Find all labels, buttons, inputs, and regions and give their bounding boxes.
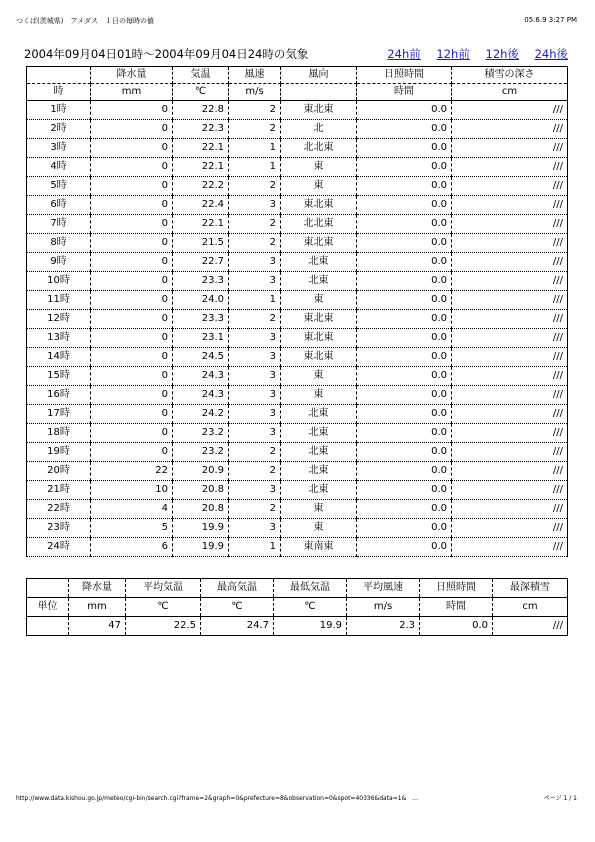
nav-24h-before-link[interactable]: 24h前 bbox=[387, 47, 421, 61]
page-title: 2004年09月04日01時〜2004年09月04日24時の気象 bbox=[24, 47, 309, 61]
data-cell: 東南東 bbox=[281, 538, 357, 557]
hour-cell: 23時 bbox=[27, 519, 91, 538]
header-cell: 単位 bbox=[27, 598, 69, 617]
data-cell: 23.2 bbox=[173, 443, 229, 462]
data-cell: /// bbox=[452, 443, 568, 462]
table-row bbox=[27, 519, 568, 538]
data-cell: 0 bbox=[91, 329, 173, 348]
data-cell: 0.0 bbox=[357, 538, 452, 557]
header-cell: 最低気温 bbox=[274, 579, 347, 598]
data-cell: 2 bbox=[229, 310, 281, 329]
data-cell: 2 bbox=[229, 215, 281, 234]
nav-24h-after-link[interactable]: 24h後 bbox=[534, 47, 568, 61]
table-row bbox=[27, 443, 568, 462]
data-cell: 0.0 bbox=[357, 272, 452, 291]
data-cell: 0.0 bbox=[357, 405, 452, 424]
data-cell: /// bbox=[452, 462, 568, 481]
data-cell: 北東 bbox=[281, 424, 357, 443]
data-cell: 24.2 bbox=[173, 405, 229, 424]
data-cell: 0.0 bbox=[357, 215, 452, 234]
header-cell: ℃ bbox=[201, 598, 274, 617]
data-cell: 2 bbox=[229, 500, 281, 519]
data-cell: 0 bbox=[91, 310, 173, 329]
data-cell: /// bbox=[452, 424, 568, 443]
table-row bbox=[27, 101, 568, 120]
data-cell: 0.0 bbox=[357, 120, 452, 139]
data-cell: /// bbox=[452, 386, 568, 405]
data-cell: 0 bbox=[91, 215, 173, 234]
data-cell: 東 bbox=[281, 386, 357, 405]
data-cell: 0.0 bbox=[357, 481, 452, 500]
table-row bbox=[27, 462, 568, 481]
header-cell bbox=[27, 67, 91, 84]
header-cell: 最深積雪 bbox=[493, 579, 568, 598]
data-cell: /// bbox=[452, 329, 568, 348]
header-cell: 日照時間 bbox=[357, 67, 452, 84]
table-row bbox=[27, 291, 568, 310]
data-cell: 0.0 bbox=[357, 443, 452, 462]
data-cell: /// bbox=[452, 500, 568, 519]
table-row bbox=[27, 329, 568, 348]
header-cell: cm bbox=[452, 84, 568, 101]
table-row bbox=[27, 310, 568, 329]
hour-cell: 10時 bbox=[27, 272, 91, 291]
data-cell: 10 bbox=[91, 481, 173, 500]
hour-cell: 3時 bbox=[27, 139, 91, 158]
data-cell: 東北東 bbox=[281, 310, 357, 329]
data-cell: 2 bbox=[229, 443, 281, 462]
data-cell: /// bbox=[452, 158, 568, 177]
header-cell: 積雪の深さ bbox=[452, 67, 568, 84]
table-row bbox=[27, 386, 568, 405]
data-cell: 東北東 bbox=[281, 234, 357, 253]
table-row bbox=[27, 120, 568, 139]
print-footer-url: http://www.data.kishou.go.jp/meteo/cgi-bin/search.cgi?frame=2&graph=0&prefecture=8&observation=0&spot=40336&data=1& ... bbox=[16, 795, 418, 802]
print-header-title: つくば(茨城県) アメダス １日の毎時の値 bbox=[16, 17, 155, 25]
hour-cell: 16時 bbox=[27, 386, 91, 405]
hourly-table bbox=[26, 66, 568, 557]
data-cell: 23.3 bbox=[173, 310, 229, 329]
table-header-row-top bbox=[27, 67, 568, 84]
table-row bbox=[27, 234, 568, 253]
header-cell bbox=[281, 84, 357, 101]
summary-cell bbox=[27, 617, 69, 636]
data-cell: 0.0 bbox=[357, 177, 452, 196]
data-cell: 3 bbox=[229, 253, 281, 272]
header-cell: mm bbox=[91, 84, 173, 101]
data-cell: 22.1 bbox=[173, 158, 229, 177]
data-cell: 東北東 bbox=[281, 348, 357, 367]
summary-cell: 22.5 bbox=[126, 617, 201, 636]
table-row bbox=[27, 367, 568, 386]
data-cell: /// bbox=[452, 120, 568, 139]
data-cell: 東北東 bbox=[281, 101, 357, 120]
data-cell: 0.0 bbox=[357, 310, 452, 329]
data-cell: /// bbox=[452, 519, 568, 538]
data-cell: 0 bbox=[91, 234, 173, 253]
table-row bbox=[27, 272, 568, 291]
hour-cell: 2時 bbox=[27, 120, 91, 139]
data-cell: 北東 bbox=[281, 462, 357, 481]
data-cell: 5 bbox=[91, 519, 173, 538]
data-cell: 0.0 bbox=[357, 367, 452, 386]
summary-cell: 19.9 bbox=[274, 617, 347, 636]
data-cell: 3 bbox=[229, 329, 281, 348]
data-cell: 東 bbox=[281, 519, 357, 538]
data-cell: 1 bbox=[229, 139, 281, 158]
table-row bbox=[27, 215, 568, 234]
table-row bbox=[27, 139, 568, 158]
data-cell: 22 bbox=[91, 462, 173, 481]
header-cell: mm bbox=[69, 598, 126, 617]
summary-table bbox=[26, 578, 568, 636]
hour-cell: 24時 bbox=[27, 538, 91, 557]
data-cell: 北東 bbox=[281, 272, 357, 291]
data-cell: 3 bbox=[229, 196, 281, 215]
data-cell: /// bbox=[452, 367, 568, 386]
data-cell: 北東 bbox=[281, 481, 357, 500]
data-cell: 東 bbox=[281, 291, 357, 310]
data-cell: 東 bbox=[281, 367, 357, 386]
data-cell: 東 bbox=[281, 158, 357, 177]
hour-cell: 1時 bbox=[27, 101, 91, 120]
header-cell bbox=[27, 579, 69, 598]
hour-cell: 15時 bbox=[27, 367, 91, 386]
data-cell: 22.8 bbox=[173, 101, 229, 120]
table-row bbox=[27, 538, 568, 557]
data-cell: 0.0 bbox=[357, 291, 452, 310]
data-cell: 24.0 bbox=[173, 291, 229, 310]
data-cell: 22.4 bbox=[173, 196, 229, 215]
data-cell: 0 bbox=[91, 348, 173, 367]
data-cell: 22.1 bbox=[173, 139, 229, 158]
data-cell: 23.1 bbox=[173, 329, 229, 348]
data-cell: 0 bbox=[91, 367, 173, 386]
data-cell: /// bbox=[452, 291, 568, 310]
header-cell: ℃ bbox=[126, 598, 201, 617]
data-cell: 0 bbox=[91, 101, 173, 120]
summary-cell: 47 bbox=[69, 617, 126, 636]
data-cell: 19.9 bbox=[173, 519, 229, 538]
data-cell: /// bbox=[452, 481, 568, 500]
data-cell: 2 bbox=[229, 177, 281, 196]
summary-cell: 24.7 bbox=[201, 617, 274, 636]
hour-cell: 4時 bbox=[27, 158, 91, 177]
data-cell: 0.0 bbox=[357, 500, 452, 519]
data-cell: 2 bbox=[229, 234, 281, 253]
data-cell: 21.5 bbox=[173, 234, 229, 253]
data-cell: /// bbox=[452, 196, 568, 215]
data-cell: 北北東 bbox=[281, 139, 357, 158]
summary-cell: 0.0 bbox=[420, 617, 493, 636]
header-cell: 最高気温 bbox=[201, 579, 274, 598]
hour-cell: 8時 bbox=[27, 234, 91, 253]
data-cell: 0 bbox=[91, 139, 173, 158]
data-cell: 0.0 bbox=[357, 158, 452, 177]
hour-cell: 22時 bbox=[27, 500, 91, 519]
table-header-row-units bbox=[27, 84, 568, 101]
hour-cell: 21時 bbox=[27, 481, 91, 500]
data-cell: /// bbox=[452, 139, 568, 158]
table-row bbox=[27, 177, 568, 196]
header-cell: 降水量 bbox=[69, 579, 126, 598]
hour-cell: 5時 bbox=[27, 177, 91, 196]
header-cell: m/s bbox=[229, 84, 281, 101]
header-cell: 風向 bbox=[281, 67, 357, 84]
data-cell: /// bbox=[452, 253, 568, 272]
hour-cell: 6時 bbox=[27, 196, 91, 215]
data-cell: 20.8 bbox=[173, 481, 229, 500]
data-cell: 東 bbox=[281, 177, 357, 196]
data-cell: 0 bbox=[91, 253, 173, 272]
header-cell: 時間 bbox=[420, 598, 493, 617]
data-cell: 24.5 bbox=[173, 348, 229, 367]
hour-cell: 18時 bbox=[27, 424, 91, 443]
header-cell: cm bbox=[493, 598, 568, 617]
header-cell: ℃ bbox=[274, 598, 347, 617]
header-cell: 時間 bbox=[357, 84, 452, 101]
data-cell: 0 bbox=[91, 177, 173, 196]
data-cell: 1 bbox=[229, 158, 281, 177]
hour-cell: 14時 bbox=[27, 348, 91, 367]
data-cell: 3 bbox=[229, 272, 281, 291]
nav-12h-after-link[interactable]: 12h後 bbox=[485, 47, 519, 61]
data-cell: 0 bbox=[91, 405, 173, 424]
hour-cell: 11時 bbox=[27, 291, 91, 310]
header-cell: 風速 bbox=[229, 67, 281, 84]
summary-header-row-units bbox=[27, 598, 568, 617]
data-cell: 3 bbox=[229, 386, 281, 405]
data-cell: 東 bbox=[281, 500, 357, 519]
data-cell: /// bbox=[452, 215, 568, 234]
data-cell: 0.0 bbox=[357, 101, 452, 120]
data-cell: 東北東 bbox=[281, 329, 357, 348]
header-cell: 降水量 bbox=[91, 67, 173, 84]
data-cell: 19.9 bbox=[173, 538, 229, 557]
summary-header-row-top bbox=[27, 579, 568, 598]
data-cell: 0 bbox=[91, 291, 173, 310]
data-cell: 22.3 bbox=[173, 120, 229, 139]
data-cell: 北東 bbox=[281, 253, 357, 272]
header-cell: 時 bbox=[27, 84, 91, 101]
data-cell: 3 bbox=[229, 481, 281, 500]
data-cell: /// bbox=[452, 272, 568, 291]
data-cell: 2 bbox=[229, 101, 281, 120]
data-cell: 20.8 bbox=[173, 500, 229, 519]
data-cell: 3 bbox=[229, 348, 281, 367]
data-cell: 24.3 bbox=[173, 386, 229, 405]
nav-12h-before-link[interactable]: 12h前 bbox=[436, 47, 470, 61]
data-cell: /// bbox=[452, 310, 568, 329]
hourly-table-body bbox=[27, 101, 568, 557]
summary-cell: /// bbox=[493, 617, 568, 636]
data-cell: 0.0 bbox=[357, 329, 452, 348]
header-cell: 平均風速 bbox=[347, 579, 420, 598]
data-cell: 0 bbox=[91, 386, 173, 405]
table-row bbox=[27, 424, 568, 443]
data-cell: 3 bbox=[229, 367, 281, 386]
data-cell: 0.0 bbox=[357, 386, 452, 405]
table-row bbox=[27, 481, 568, 500]
table-row bbox=[27, 348, 568, 367]
data-cell: 4 bbox=[91, 500, 173, 519]
data-cell: 23.3 bbox=[173, 272, 229, 291]
data-cell: 0 bbox=[91, 443, 173, 462]
header-cell: ℃ bbox=[173, 84, 229, 101]
data-cell: 0.0 bbox=[357, 519, 452, 538]
data-cell: 24.3 bbox=[173, 367, 229, 386]
data-cell: /// bbox=[452, 177, 568, 196]
data-cell: 東北東 bbox=[281, 196, 357, 215]
data-cell: /// bbox=[452, 101, 568, 120]
data-cell: 0.0 bbox=[357, 234, 452, 253]
hour-cell: 20時 bbox=[27, 462, 91, 481]
hour-cell: 7時 bbox=[27, 215, 91, 234]
data-cell: 0.0 bbox=[357, 253, 452, 272]
hour-cell: 19時 bbox=[27, 443, 91, 462]
hour-cell: 13時 bbox=[27, 329, 91, 348]
summary-values-row bbox=[27, 617, 568, 636]
data-cell: /// bbox=[452, 234, 568, 253]
print-footer-page: ページ 1 / 1 bbox=[543, 795, 577, 802]
hour-cell: 9時 bbox=[27, 253, 91, 272]
data-cell: 0.0 bbox=[357, 139, 452, 158]
hour-cell: 17時 bbox=[27, 405, 91, 424]
data-cell: 22.1 bbox=[173, 215, 229, 234]
data-cell: 2 bbox=[229, 462, 281, 481]
data-cell: 20.9 bbox=[173, 462, 229, 481]
data-cell: 0.0 bbox=[357, 348, 452, 367]
header-cell: 平均気温 bbox=[126, 579, 201, 598]
data-cell: 0.0 bbox=[357, 196, 452, 215]
data-cell: 0.0 bbox=[357, 424, 452, 443]
data-cell: 北 bbox=[281, 120, 357, 139]
data-cell: 0.0 bbox=[357, 462, 452, 481]
data-cell: 1 bbox=[229, 291, 281, 310]
data-cell: 6 bbox=[91, 538, 173, 557]
summary-cell: 2.3 bbox=[347, 617, 420, 636]
header-cell: 気温 bbox=[173, 67, 229, 84]
data-cell: 北北東 bbox=[281, 215, 357, 234]
print-header-date: 05.6.9 3:27 PM bbox=[524, 16, 577, 24]
data-cell: 0 bbox=[91, 196, 173, 215]
table-row bbox=[27, 253, 568, 272]
data-cell: /// bbox=[452, 538, 568, 557]
data-cell: 0 bbox=[91, 424, 173, 443]
data-cell: /// bbox=[452, 348, 568, 367]
data-cell: 0 bbox=[91, 158, 173, 177]
data-cell: 2 bbox=[229, 120, 281, 139]
data-cell: 1 bbox=[229, 538, 281, 557]
table-row bbox=[27, 158, 568, 177]
header-cell: m/s bbox=[347, 598, 420, 617]
data-cell: 0 bbox=[91, 120, 173, 139]
table-row bbox=[27, 196, 568, 215]
data-cell: 3 bbox=[229, 519, 281, 538]
data-cell: 22.7 bbox=[173, 253, 229, 272]
data-cell: 北東 bbox=[281, 405, 357, 424]
data-cell: 22.2 bbox=[173, 177, 229, 196]
time-nav bbox=[375, 46, 568, 62]
hour-cell: 12時 bbox=[27, 310, 91, 329]
data-cell: 3 bbox=[229, 424, 281, 443]
data-cell: 北東 bbox=[281, 443, 357, 462]
data-cell: /// bbox=[452, 405, 568, 424]
table-row bbox=[27, 500, 568, 519]
header-cell: 日照時間 bbox=[420, 579, 493, 598]
data-cell: 23.2 bbox=[173, 424, 229, 443]
data-cell: 3 bbox=[229, 405, 281, 424]
table-row bbox=[27, 405, 568, 424]
data-cell: 0 bbox=[91, 272, 173, 291]
